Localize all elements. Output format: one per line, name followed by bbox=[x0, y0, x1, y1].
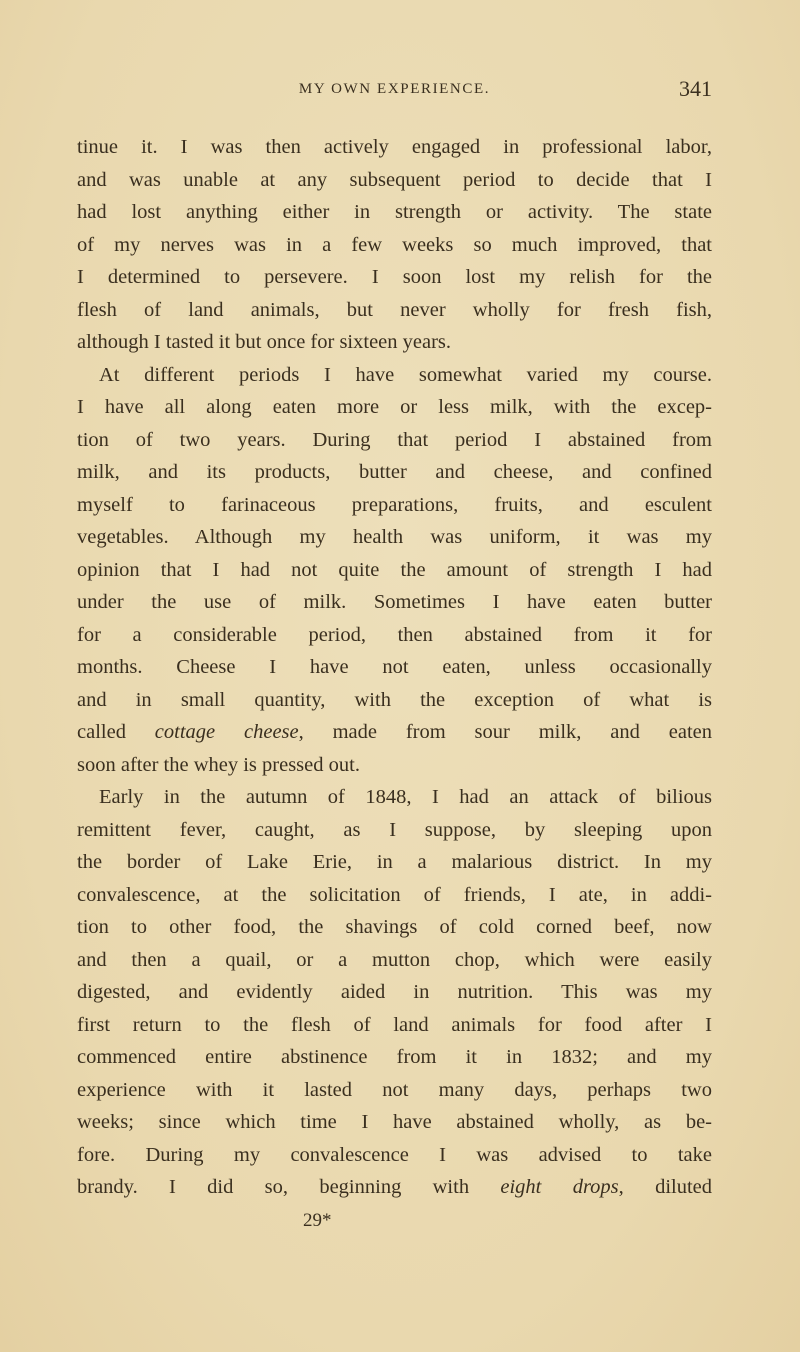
body-text bbox=[77, 131, 712, 1204]
text-line bbox=[77, 294, 712, 327]
text-line bbox=[77, 261, 712, 294]
text-span: although I tasted it but once for sixteen years. bbox=[77, 331, 452, 353]
text-span: , made from sour milk, and eaten bbox=[298, 721, 712, 743]
text-line bbox=[77, 424, 712, 457]
text-span: months. Cheese I have not eaten, unless occasionally bbox=[77, 656, 712, 678]
text-span: tion to other food, the shavings of cold corned beef, now bbox=[77, 916, 712, 938]
text-line bbox=[77, 619, 712, 652]
text-line bbox=[77, 326, 712, 359]
text-span: of my nerves was in a few weeks so much improved, that bbox=[77, 233, 712, 256]
text-span: commenced entire abstinence from it in 1832; and my bbox=[77, 1046, 712, 1068]
signature-mark: 29* bbox=[303, 1210, 332, 1231]
text-span: under the use of milk. Sometimes I have eaten butter bbox=[77, 591, 712, 613]
text-line bbox=[77, 1074, 712, 1107]
text-line bbox=[77, 684, 712, 717]
page-header bbox=[77, 78, 712, 102]
text-line bbox=[77, 1041, 712, 1074]
text-span: the border of Lake Erie, in a malarious district. In my bbox=[77, 851, 712, 873]
text-line bbox=[77, 554, 712, 587]
text-span: brandy. I did so, beginning with bbox=[77, 1176, 501, 1198]
text-span: myself to farinaceous preparations, fruits, and esculent bbox=[77, 493, 712, 516]
text-span: tion of two years. During that period I abstained from bbox=[77, 428, 712, 451]
text-line bbox=[77, 911, 712, 944]
text-span: remittent fever, caught, as I suppose, by sleeping upon bbox=[77, 818, 712, 841]
text-line bbox=[77, 1139, 712, 1172]
text-span: , diluted bbox=[618, 1176, 713, 1198]
text-span: for a considerable period, then abstained from it for bbox=[77, 623, 712, 646]
text-span: tinue it. I was then actively engaged in professional labor, bbox=[77, 136, 712, 158]
text-line bbox=[77, 391, 712, 424]
text-span: digested, and evidently aided in nutrition. This was my bbox=[77, 981, 712, 1003]
text-line bbox=[77, 456, 712, 489]
text-line bbox=[77, 716, 712, 749]
text-line bbox=[77, 814, 712, 847]
text-span: I determined to persevere. I soon lost my relish for the bbox=[77, 266, 712, 288]
text-line bbox=[77, 521, 712, 554]
text-line bbox=[77, 1106, 712, 1139]
text-line bbox=[77, 651, 712, 684]
text-span: and then a quail, or a mutton chop, which were easily bbox=[77, 948, 712, 971]
text-line bbox=[77, 586, 712, 619]
text-line bbox=[77, 749, 712, 782]
text-span: milk, and its products, butter and cheese, and confined bbox=[77, 461, 712, 483]
text-line bbox=[77, 1171, 712, 1204]
text-span: Early in the autumn of 1848, I had an attack of bilious bbox=[99, 786, 712, 808]
text-line bbox=[77, 1009, 712, 1042]
text-span: convalescence, at the solicitation of friends, I ate, in addi- bbox=[77, 883, 712, 906]
text-span: called bbox=[77, 721, 155, 743]
text-span: had lost anything either in strength or activity. The state bbox=[77, 201, 712, 223]
text-span: At different periods I have somewhat varied my course. bbox=[99, 363, 712, 386]
text-span: weeks; since which time I have abstained wholly, as be- bbox=[77, 1111, 712, 1133]
text-line bbox=[77, 846, 712, 879]
text-span: vegetables. Although my health was uniform, it was my bbox=[77, 526, 712, 548]
text-span: first return to the flesh of land animals for food after I bbox=[77, 1013, 712, 1036]
italic-text: eight drops bbox=[500, 1176, 619, 1198]
running-title: MY OWN EXPERIENCE. bbox=[298, 81, 491, 97]
text-span: and in small quantity, with the exception of what is bbox=[77, 688, 712, 711]
text-line bbox=[77, 976, 712, 1009]
text-line bbox=[77, 229, 712, 262]
text-span: I have all along eaten more or less milk, with the excep- bbox=[77, 396, 712, 418]
page-number: 341 bbox=[679, 76, 712, 101]
text-span: fore. During my convalescence I was advised to take bbox=[77, 1143, 712, 1166]
text-span: soon after the whey is pressed out. bbox=[77, 753, 360, 776]
text-line bbox=[77, 196, 712, 229]
text-line bbox=[77, 944, 712, 977]
text-line bbox=[77, 489, 712, 522]
text-span: and was unable at any subsequent period to decide that I bbox=[77, 168, 712, 191]
text-line bbox=[77, 781, 712, 814]
text-line bbox=[77, 879, 712, 912]
text-span: opinion that I had not quite the amount of strength I had bbox=[77, 558, 712, 581]
text-line bbox=[77, 164, 712, 197]
italic-text: cottage cheese bbox=[154, 721, 299, 743]
text-span: experience with it lasted not many days, perhaps two bbox=[77, 1078, 712, 1101]
text-line bbox=[77, 359, 712, 392]
text-line bbox=[77, 131, 712, 164]
text-span: flesh of land animals, but never wholly for fresh fish, bbox=[77, 298, 712, 321]
